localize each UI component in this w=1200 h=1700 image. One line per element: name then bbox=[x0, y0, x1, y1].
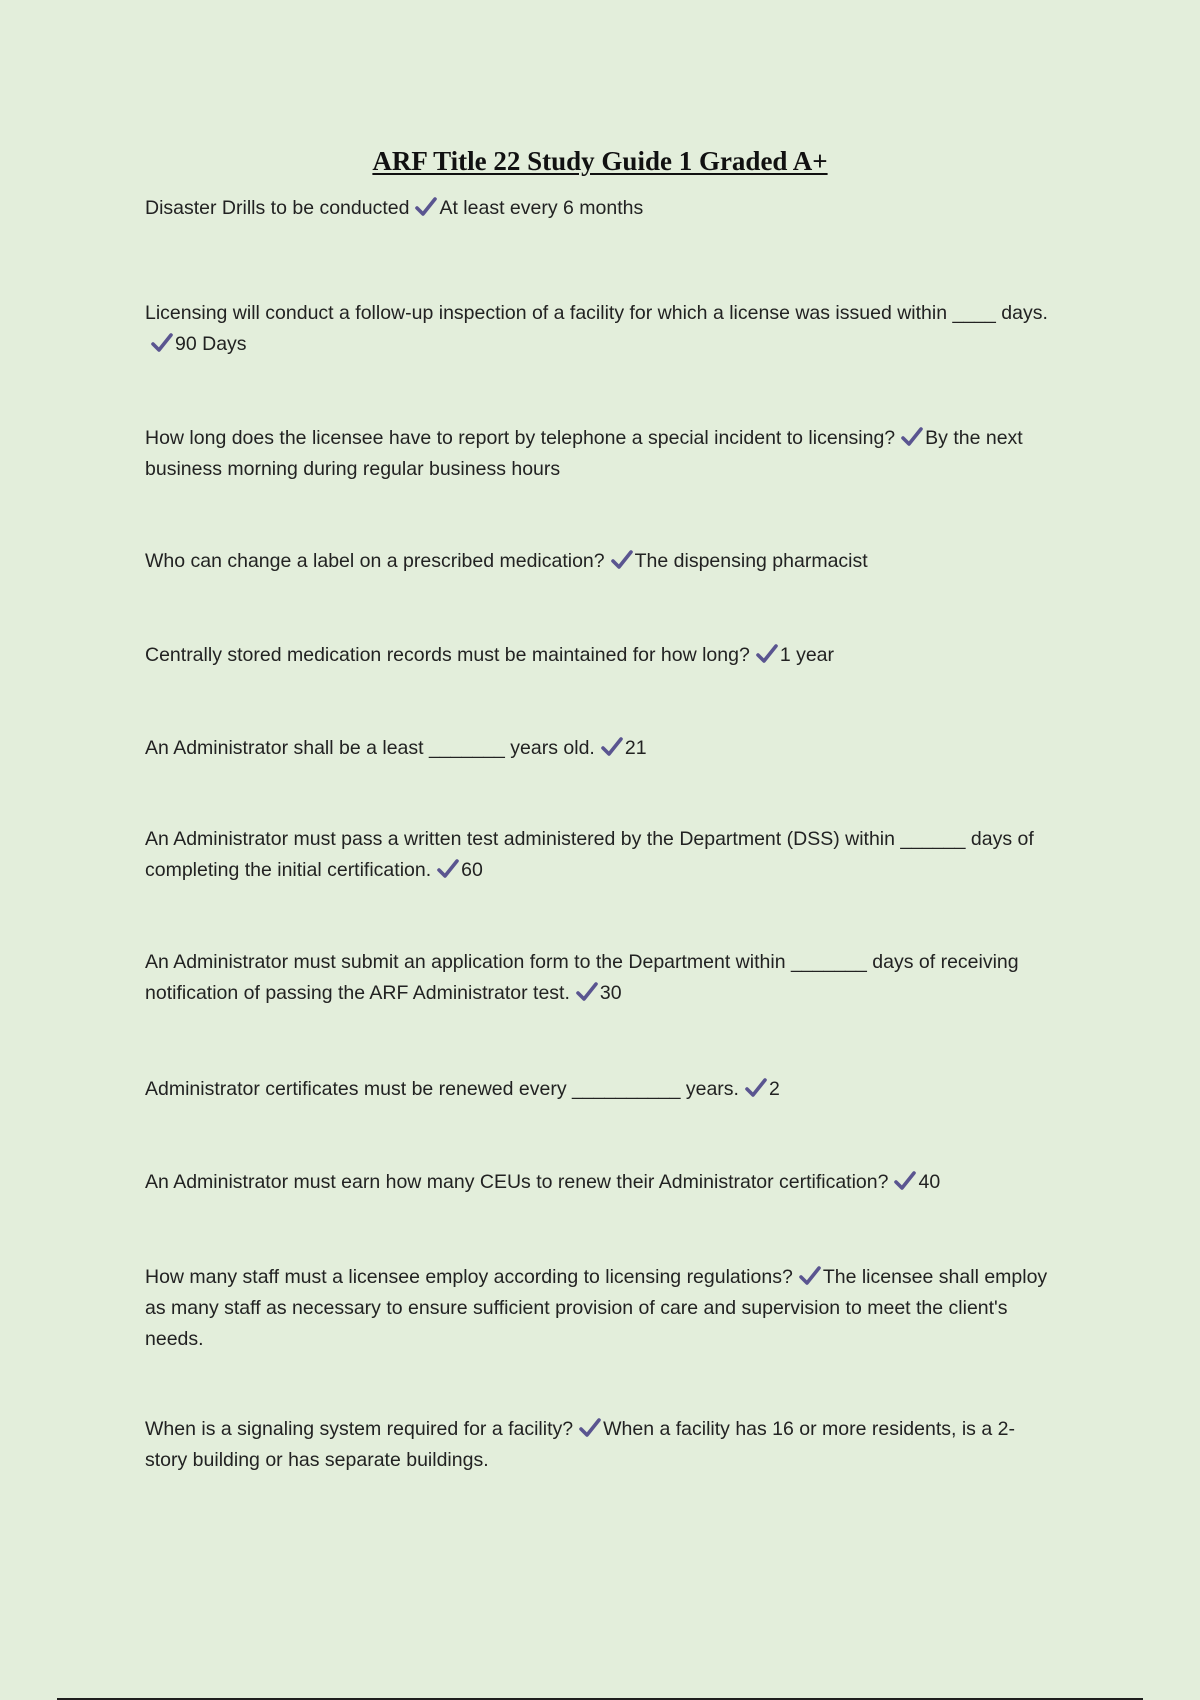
checkmark-icon bbox=[437, 859, 459, 879]
qa-item-8 bbox=[145, 947, 1057, 1009]
checkmark-icon bbox=[576, 982, 598, 1002]
checkmark-icon bbox=[151, 333, 173, 353]
page-title: ARF Title 22 Study Guide 1 Graded A+ bbox=[372, 146, 828, 176]
qa-item-12 bbox=[145, 1414, 1057, 1476]
qa-item-2 bbox=[145, 298, 1057, 360]
question-text: When is a signaling system required for a facility? bbox=[145, 1418, 574, 1440]
question-text: Administrator certificates must be renewed every __________ years. bbox=[145, 1078, 739, 1100]
checkmark-icon bbox=[611, 550, 633, 570]
answer-text: 40 bbox=[918, 1171, 941, 1193]
qa-item-3 bbox=[145, 423, 1057, 485]
qa-item-10 bbox=[145, 1167, 1057, 1198]
qa-item-4 bbox=[145, 546, 1057, 577]
qa-item-11 bbox=[145, 1262, 1057, 1355]
question-text: An Administrator must pass a written test administered by the Department (DSS) within ______ days of completing the initial certification. bbox=[145, 828, 1034, 881]
answer-text: The dispensing pharmacist bbox=[634, 550, 868, 572]
answer-text: 1 year bbox=[779, 644, 835, 666]
question-text: An Administrator must earn how many CEUs to renew their Administrator certification? bbox=[145, 1171, 889, 1193]
answer-text: 21 bbox=[624, 737, 647, 759]
checkmark-icon bbox=[756, 644, 778, 664]
question-text: How many staff must a licensee employ according to licensing regulations? bbox=[145, 1266, 793, 1288]
question-text: Centrally stored medication records must be maintained for how long? bbox=[145, 644, 750, 666]
answer-text: 90 Days bbox=[175, 333, 247, 355]
question-text: Disaster Drills to be conducted bbox=[145, 197, 410, 219]
qa-item-5 bbox=[145, 640, 1057, 671]
checkmark-icon bbox=[799, 1266, 821, 1286]
answer-text: At least every 6 months bbox=[439, 197, 644, 219]
answer-text: By the next business morning during regular business hours bbox=[145, 427, 1023, 480]
answer-text: 60 bbox=[461, 859, 483, 881]
answer-text: The licensee shall employ as many staff as necessary to ensure sufficient provision of care and supervision to meet the client's needs. bbox=[145, 1266, 1048, 1350]
answer-text: When a facility has 16 or more residents, is a 2-story building or has separate buildings. bbox=[145, 1418, 1015, 1471]
qa-item-7 bbox=[145, 824, 1057, 886]
checkmark-icon bbox=[601, 737, 623, 757]
question-text: Who can change a label on a prescribed medication? bbox=[145, 550, 605, 572]
question-text: An Administrator shall be a least _______ years old. bbox=[145, 737, 595, 759]
qa-item-9 bbox=[145, 1074, 1057, 1105]
question-text: Licensing will conduct a follow-up inspection of a facility for which a license was issued within ____ days. bbox=[145, 302, 1048, 324]
checkmark-icon bbox=[745, 1078, 767, 1098]
checkmark-icon bbox=[415, 197, 437, 217]
checkmark-icon bbox=[579, 1418, 601, 1438]
checkmark-icon bbox=[901, 427, 923, 447]
qa-item-1 bbox=[145, 193, 1057, 224]
answer-text: 30 bbox=[599, 982, 622, 1004]
answer-text: 2 bbox=[768, 1078, 780, 1100]
question-text: How long does the licensee have to report by telephone a special incident to licensing? bbox=[145, 427, 896, 449]
qa-item-6 bbox=[145, 733, 1057, 764]
question-text: An Administrator must submit an application form to the Department within _______ days of receiving notification of passing the ARF Administrator test. bbox=[145, 951, 1019, 1004]
checkmark-icon bbox=[894, 1171, 916, 1191]
